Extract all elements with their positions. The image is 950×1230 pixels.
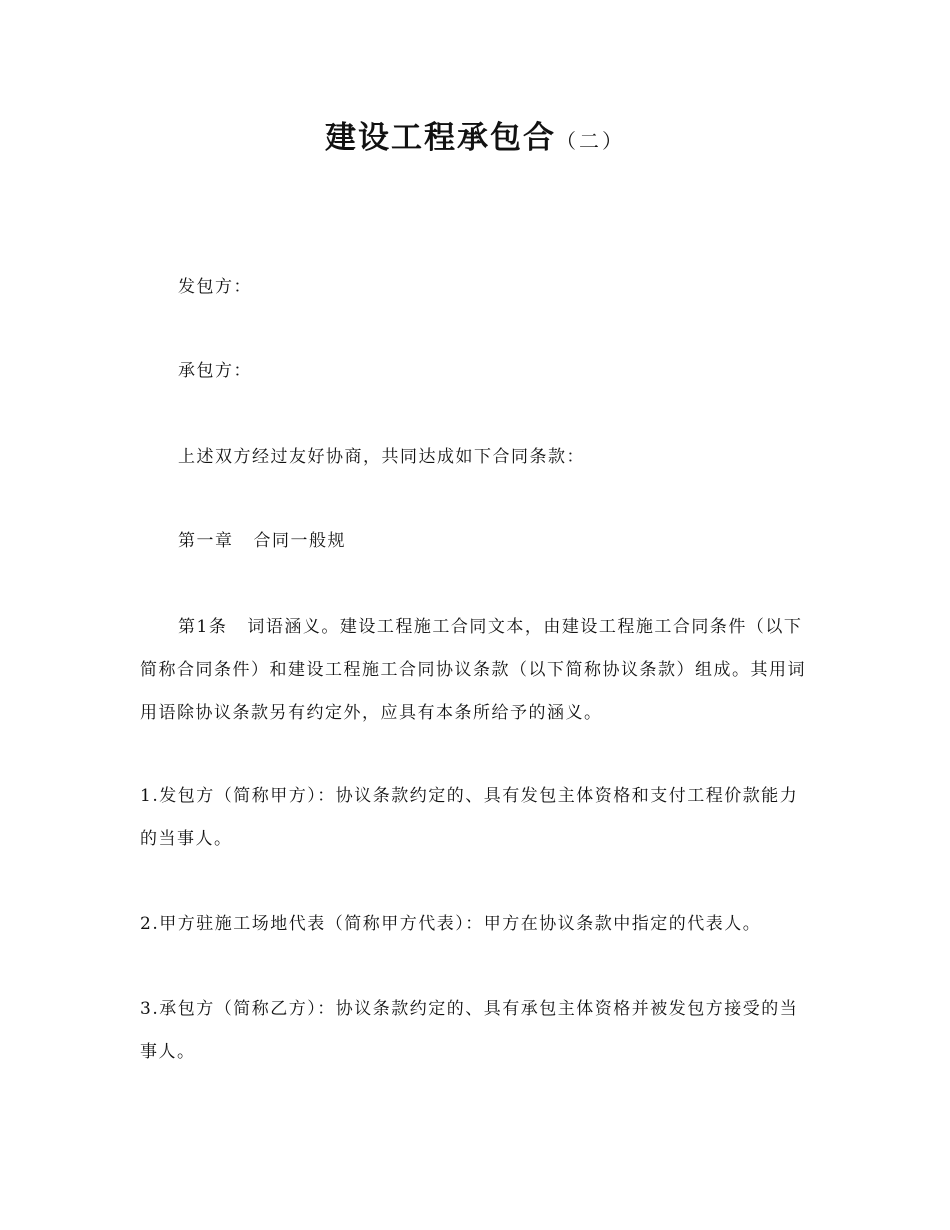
article-1 — [140, 606, 812, 735]
preamble: 上述双方经过友好协商，共同达成如下合同条款： — [178, 447, 585, 467]
article-1-number: 第1条 — [178, 617, 228, 637]
definition-item: 1.发包方（简称甲方）：协议条款约定的、具有发包主体资格和支付工程价款能力的当事人。 — [140, 786, 799, 849]
document-title — [0, 112, 950, 157]
party-a-line: 发包方： — [178, 277, 252, 297]
title-sub: （二） — [556, 129, 625, 153]
chapter-number: 第一章 — [178, 531, 234, 551]
chapter-heading — [140, 520, 812, 563]
definition-item: 3.承包方（简称乙方）：协议条款约定的、具有承包主体资格并被发包方接受的当事人。 — [140, 999, 799, 1062]
article-1-text: 词语涵义。建设工程施工合同文本，由建设工程施工合同条件（以下简称合同条件）和建设工程施工合同协议条款（以下简称协议条款）组成。其用词用语除协议条款另有约定外，应具有本条所给予的涵义。 — [140, 617, 806, 723]
party-b-line: 承包方： — [178, 361, 252, 381]
chapter-title: 合同一般规 — [253, 531, 346, 551]
title-main: 建设工程承包合 — [325, 120, 556, 156]
definition-item: 2.甲方驻施工场地代表（简称甲方代表）：甲方在协议条款中指定的代表人。 — [140, 914, 762, 934]
